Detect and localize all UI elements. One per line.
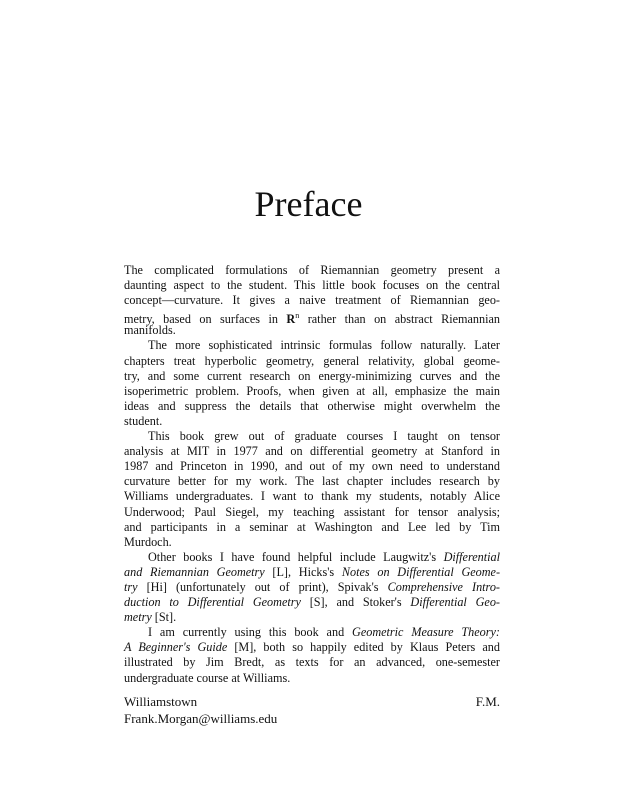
text-line: manifolds. [124,323,176,338]
signature-place: Williamstown [124,694,198,709]
text-segment: [L], Hicks's [264,564,342,579]
book-title: Geometric Measure Theory: [352,625,500,640]
text-line: isoperimetric problem. Proofs, when given at all, emphasize the main [124,383,500,398]
book-title: Notes on Differential Geome- [341,564,501,579]
text-segment: Other books I have found helpful include Laugwitz's [148,549,444,564]
text-segment: [M], both so happily edited by Klaus Peters and [227,640,500,655]
text-segment: [St]. [151,610,177,625]
text-line: daunting aspect to the student. This little book focuses on the central [124,278,500,293]
book-title: A Beginner's Guide [124,640,228,655]
book-title: duction to Differential Geometry [124,595,301,610]
text-line [124,580,500,595]
book-title: and Riemannian Geometry [124,564,265,579]
text-line: This book grew out of graduate courses I taught on tensor [148,429,500,444]
signature-block [124,694,500,727]
text-line: undergraduate course at Williams. [124,670,291,685]
text-line: try, and some current research on energy-minimizing curves and the [124,368,500,383]
book-title: Differential Geo- [410,595,500,610]
book-title: Differential [443,549,500,564]
text-line: Williams undergraduates. I want to thank my students, notably Alice [124,489,500,504]
text-line: and participants in a seminar at Washington and Lee led by Tim [124,519,500,534]
text-line: ideas and suppress the details that otherwise might overwhelm the [124,398,500,413]
text-line [124,625,500,640]
text-line: student. [124,413,163,428]
text-line [124,550,500,565]
text-line [124,565,500,580]
text-segment: [S], and Stoker's [300,595,411,610]
text-segment: metry, based on surfaces in [124,312,287,327]
text-line: analysis at MIT in 1977 and on differential geometry at Stanford in [124,444,500,459]
text-segment: [Hi] (unfortunately out of print), Spivak's [137,579,388,594]
text-segment: rather than on abstract Riemannian [299,312,500,327]
signature-row [124,694,500,711]
text-line [124,308,500,327]
text-line: concept—curvature. It gives a naive treatment of Riemannian geo- [124,293,500,308]
signature-email: Frank.Morgan@williams.edu [124,710,278,726]
text-line: Underwood; Paul Siegel, my teaching assistant for tensor analysis; [124,504,500,519]
text-line [124,595,500,610]
text-line: illustrated by Jim Bredt, as texts for an advanced, one-semester [124,655,500,670]
text-line [124,610,500,625]
signature-initials: F.M. [475,694,500,709]
text-line: The more sophisticated intrinsic formulas follow naturally. Later [148,338,500,353]
math-symbol-R: R [286,312,296,327]
text-segment: I am currently using this book and [148,625,353,640]
math-superscript: n [295,311,300,321]
text-line: curvature better for my work. The last chapter includes research by [124,474,500,489]
book-title: Comprehensive Intro- [387,579,500,594]
book-title: try [124,579,138,594]
book-title: metry [124,610,152,625]
text-line: 1987 and Princeton in 1990, and out of my own need to understand [124,459,500,474]
text-line: The complicated formulations of Riemannian geometry present a [124,263,500,277]
text-line [124,640,500,655]
text-line: chapters treat hyperbolic geometry, general relativity, global geome- [124,353,500,368]
page-title: Preface [254,184,363,224]
preface-body [124,263,500,686]
text-line: Murdoch. [124,534,172,549]
